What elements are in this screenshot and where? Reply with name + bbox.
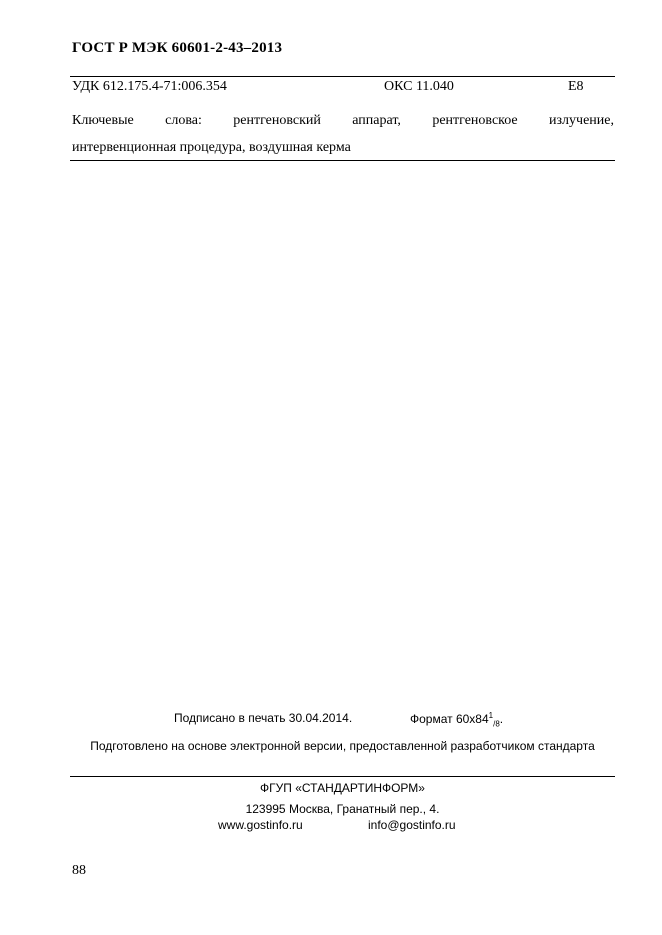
keyword-word: рентгеновский <box>233 113 321 128</box>
keywords-line-2: интервенционная процедура, воздушная керма <box>72 140 351 155</box>
oks-code: ОКС 11.040 <box>384 79 454 94</box>
format-denominator: /8 <box>493 719 500 729</box>
keyword-word: рентгеновское <box>432 113 518 128</box>
document-header-title: ГОСТ Р МЭК 60601-2-43–2013 <box>72 40 283 56</box>
keyword-word: аппарат, <box>352 113 401 128</box>
category-code: Е8 <box>568 79 584 94</box>
keywords-block <box>72 107 614 161</box>
email-link[interactable]: info@gostinfo.ru <box>368 818 456 832</box>
keywords-line-1 <box>72 107 614 134</box>
publisher-address: 123995 Москва, Гранатный пер., 4. <box>245 802 440 816</box>
keyword-word: излучение, <box>549 113 614 128</box>
keyword-word: Ключевые <box>72 113 134 128</box>
publisher-name: ФГУП «СТАНДАРТИНФОРМ» <box>260 781 425 795</box>
format-label: Формат 60x84 <box>410 712 489 726</box>
page-number: 88 <box>72 863 86 878</box>
signed-date: Подписано в печать 30.04.2014. <box>174 711 353 725</box>
format-end: . <box>499 712 504 726</box>
header-divider <box>70 76 615 77</box>
udk-code: УДК 612.175.4-71:006.354 <box>72 79 227 94</box>
prepared-note: Подготовлено на основе электронной версии, предоставленной разработчиком стандарта <box>90 739 595 753</box>
keyword-word: слова: <box>165 113 202 128</box>
format-numerator: 1 <box>488 711 494 720</box>
keywords-divider <box>70 160 615 161</box>
website-link[interactable]: www.gostinfo.ru <box>218 818 303 832</box>
paper-format <box>410 711 503 728</box>
footer-divider <box>70 776 615 777</box>
